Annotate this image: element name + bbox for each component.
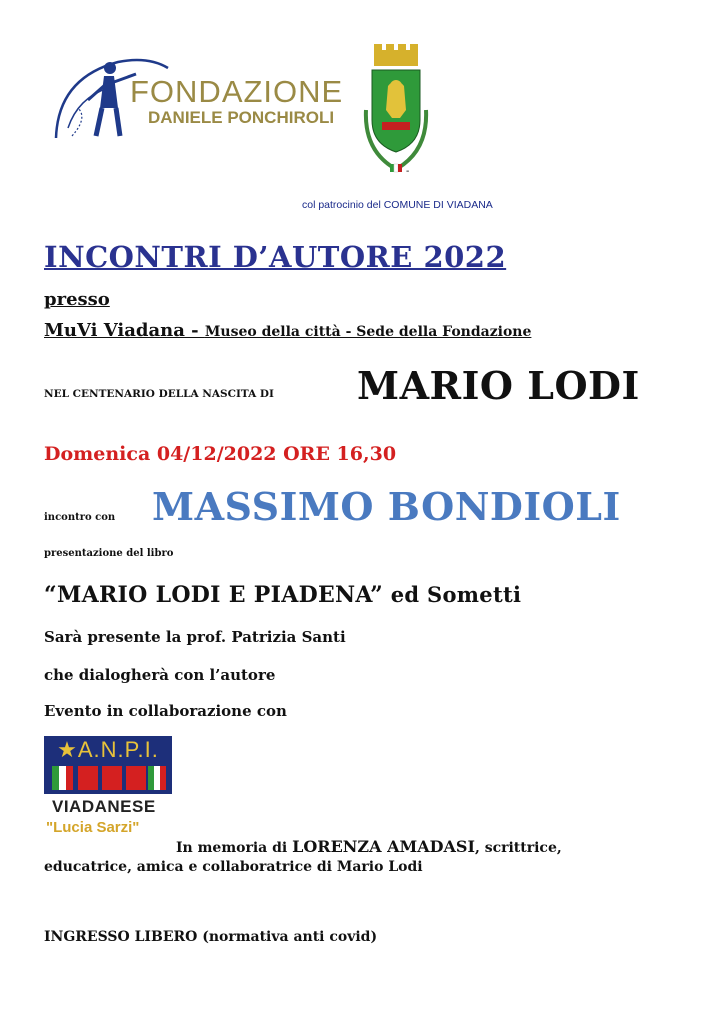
presentazione-label: presentazione del libro — [44, 548, 174, 559]
fondazione-title: FONDAZIONE — [130, 74, 344, 109]
collaborazione-line: Evento in collaborazione con — [44, 702, 287, 720]
book-line — [44, 582, 521, 608]
crest-dash: - — [406, 166, 410, 177]
fondazione-name: DANIELE PONCHIROLI — [148, 108, 335, 127]
memoria-suffix: , scrittrice, — [474, 840, 562, 856]
event-title: INCONTRI D’AUTORE 2022 — [44, 240, 507, 274]
venue-main: MuVi Viadana - — [44, 320, 205, 341]
comune-crest-icon — [356, 40, 436, 180]
anpi-section: VIADANESE — [52, 797, 156, 816]
memoria-prefix: In memoria di — [176, 840, 293, 856]
patrocinio-text: col patrocinio del COMUNE DI VIADANA — [302, 199, 493, 211]
anpi-flags-icon — [48, 764, 168, 792]
book-publisher: ed Sometti — [383, 582, 522, 607]
anpi-name: "Lucia Sarzi" — [46, 819, 140, 836]
author-name: MASSIMO BONDIOLI — [152, 484, 621, 529]
memoria-line — [176, 837, 562, 856]
event-date: Domenica 04/12/2022 ORE 16,30 — [44, 443, 397, 465]
centenario-name: MARIO LODI — [357, 363, 640, 408]
venue-detail: Museo della città - Sede della Fondazione — [204, 324, 532, 340]
memoria-name: LORENZA AMADASI — [292, 837, 475, 856]
memoria-line-2: educatrice, amica e collaboratrice di Mario Lodi — [44, 859, 423, 875]
anpi-logo-text: ★A.N.P.I. — [57, 737, 159, 762]
book-title: “MARIO LODI E PIADENA” — [44, 582, 384, 608]
ingresso-text: INGRESSO LIBERO (normativa anti covid) — [44, 929, 378, 945]
presso-label: presso — [44, 289, 110, 310]
centenario-prefix: NEL CENTENARIO DELLA NASCITA DI — [44, 388, 274, 400]
venue-line — [44, 320, 531, 341]
dialogo-line: che dialogherà con l’autore — [44, 666, 276, 684]
presente-line: Sarà presente la prof. Patrizia Santi — [44, 628, 346, 646]
incontro-prefix: incontro con — [44, 512, 116, 523]
